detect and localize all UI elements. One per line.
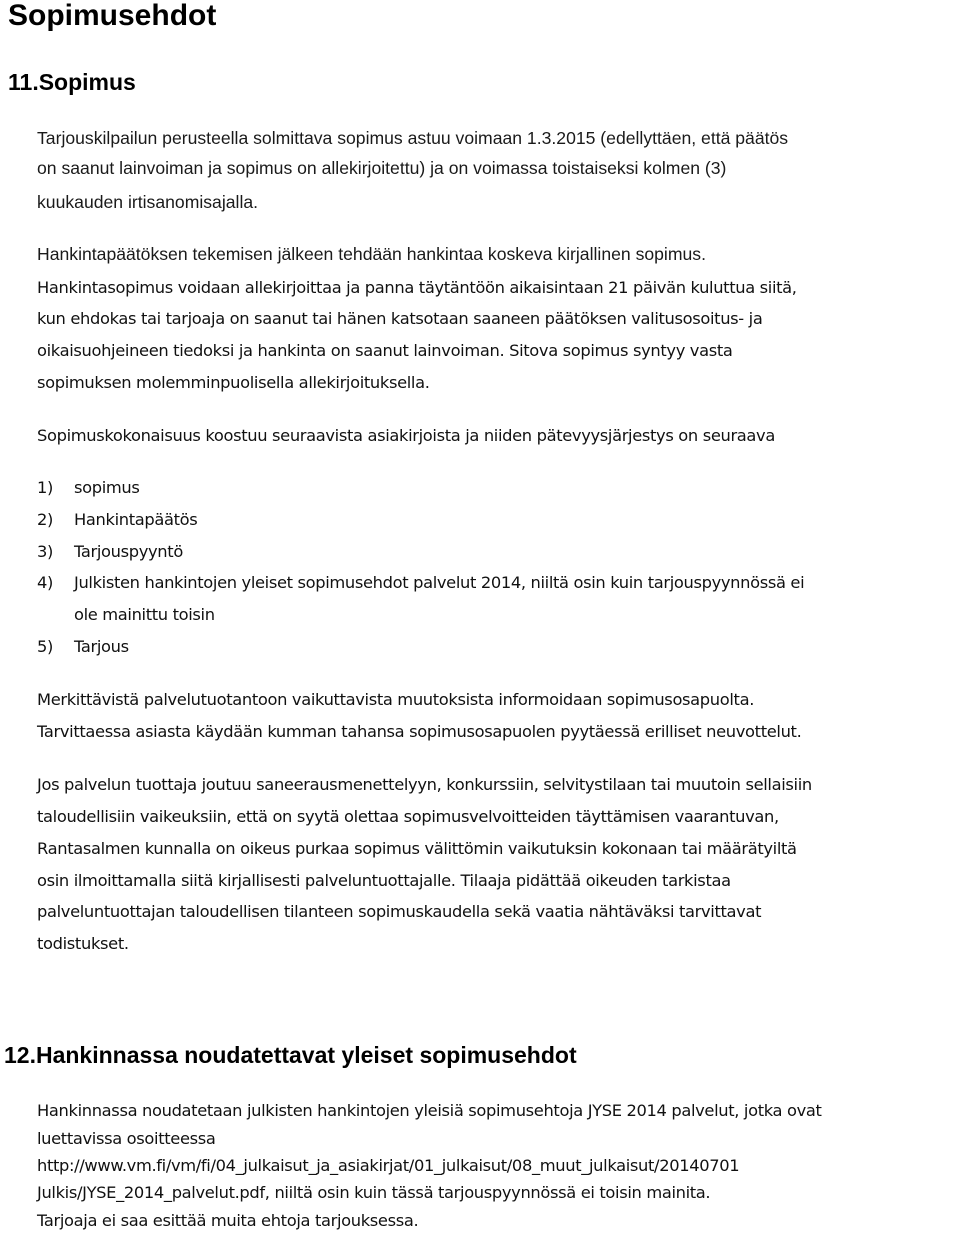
section-11-para1-line: kuukauden irtisanomisajalla. xyxy=(37,192,259,212)
section-11-para5-line: Merkittävistä palvelutuotantoon vaikuttavista muutoksista informoidaan sopimusosapuolta. xyxy=(37,690,755,709)
section-11-para6-line: Rantasalmen kunnalla on oikeus purkaa sopimus välittömin vaikutuksin kokonaan tai määrätyiltä xyxy=(37,839,797,858)
list-item: sopimus xyxy=(74,478,140,497)
section-12-para1-line: Hankinnassa noudatetaan julkisten hankintojen yleisiä sopimusehtoja JYSE 2014 palvelut, jotka ovat xyxy=(37,1101,822,1120)
list-number: 4) xyxy=(37,573,54,592)
page-title: Sopimusehdot xyxy=(8,0,217,32)
section-11-para6-line: todistukset. xyxy=(37,934,129,953)
section-11-para6-line: taloudellisiin vaikeuksiin, että on syytä olettaa sopimusvelvoitteiden täyttämisen vaarantuvan, xyxy=(37,807,779,826)
section-11-para5-line: Tarvittaessa asiasta käydään kumman tahansa sopimusosapuolen pyytäessä erilliset neuvottelut. xyxy=(37,722,802,741)
section-11-para3-line: kun ehdokas tai tarjoaja on saanut tai hänen katsotaan saaneen päätöksen valitusosoitus- ja xyxy=(37,309,763,328)
list-item: Julkisten hankintojen yleiset sopimusehdot palvelut 2014, niiltä osin kuin tarjouspyynnössä ei xyxy=(74,573,805,592)
list-number: 3) xyxy=(37,542,54,561)
section-11-para6-line: Jos palvelun tuottaja joutuu saneerausmenettelyyn, konkurssiin, selvitystilaan tai muutoin sellaisiin xyxy=(37,775,812,794)
section-12-para1-line: luettavissa osoitteessa xyxy=(37,1129,216,1148)
list-number: 1) xyxy=(37,478,54,497)
list-item-continuation: ole mainittu toisin xyxy=(74,605,215,624)
section-11-para2: Hankintapäätöksen tekemisen jälkeen tehdään hankintaa koskeva kirjallinen sopimus. xyxy=(37,244,706,264)
section-11-para1-line: on saanut lainvoiman ja sopimus on allekirjoitettu) ja on voimassa toistaiseksi kolmen (3) xyxy=(37,158,727,178)
list-number: 2) xyxy=(37,510,54,529)
section-11-para4: Sopimuskokonaisuus koostuu seuraavista asiakirjoista ja niiden pätevyysjärjestys on seuraava xyxy=(37,426,775,445)
section-11-para6-line: osin ilmoittamalla siitä kirjallisesti palveluntuottajalle. Tilaaja pidättää oikeuden tarkistaa xyxy=(37,871,731,890)
section-11-para6-line: palveluntuottajan taloudellisen tilanteen sopimuskaudella sekä vaatia nähtäväksi tarvittavat xyxy=(37,902,762,921)
section-12-heading: 12.Hankinnassa noudatettavat yleiset sopimusehdot xyxy=(4,1042,577,1068)
list-item: Hankintapäätös xyxy=(74,510,198,529)
section-12-url-line: http://www.vm.fi/vm/fi/04_julkaisut_ja_asiakirjat/01_julkaisut/08_muut_julkaisut/20140701 xyxy=(37,1156,740,1175)
section-11-para3-line: Hankintasopimus voidaan allekirjoittaa ja panna täytäntöön aikaisintaan 21 päivän kuluttua siitä, xyxy=(37,278,797,297)
section-12-url-line: Julkis/JYSE_2014_palvelut.pdf, niiltä osin kuin tässä tarjouspyynnössä ei toisin mainita. xyxy=(37,1183,711,1202)
section-11-heading: 11.Sopimus xyxy=(8,69,136,95)
section-11-para3-line: sopimuksen molemminpuolisella allekirjoituksella. xyxy=(37,373,430,392)
section-12-para1-line: Tarjoaja ei saa esittää muita ehtoja tarjouksessa. xyxy=(37,1211,419,1230)
section-11-para1-line: Tarjouskilpailun perusteella solmittava sopimus astuu voimaan 1.3.2015 (edellyttäen, että päätös xyxy=(37,128,789,148)
list-item: Tarjous xyxy=(74,637,129,656)
list-item: Tarjouspyyntö xyxy=(74,542,183,561)
list-number: 5) xyxy=(37,637,54,656)
section-11-para3-line: oikaisuohjeineen tiedoksi ja hankinta on saanut lainvoiman. Sitova sopimus syntyy vasta xyxy=(37,341,733,360)
